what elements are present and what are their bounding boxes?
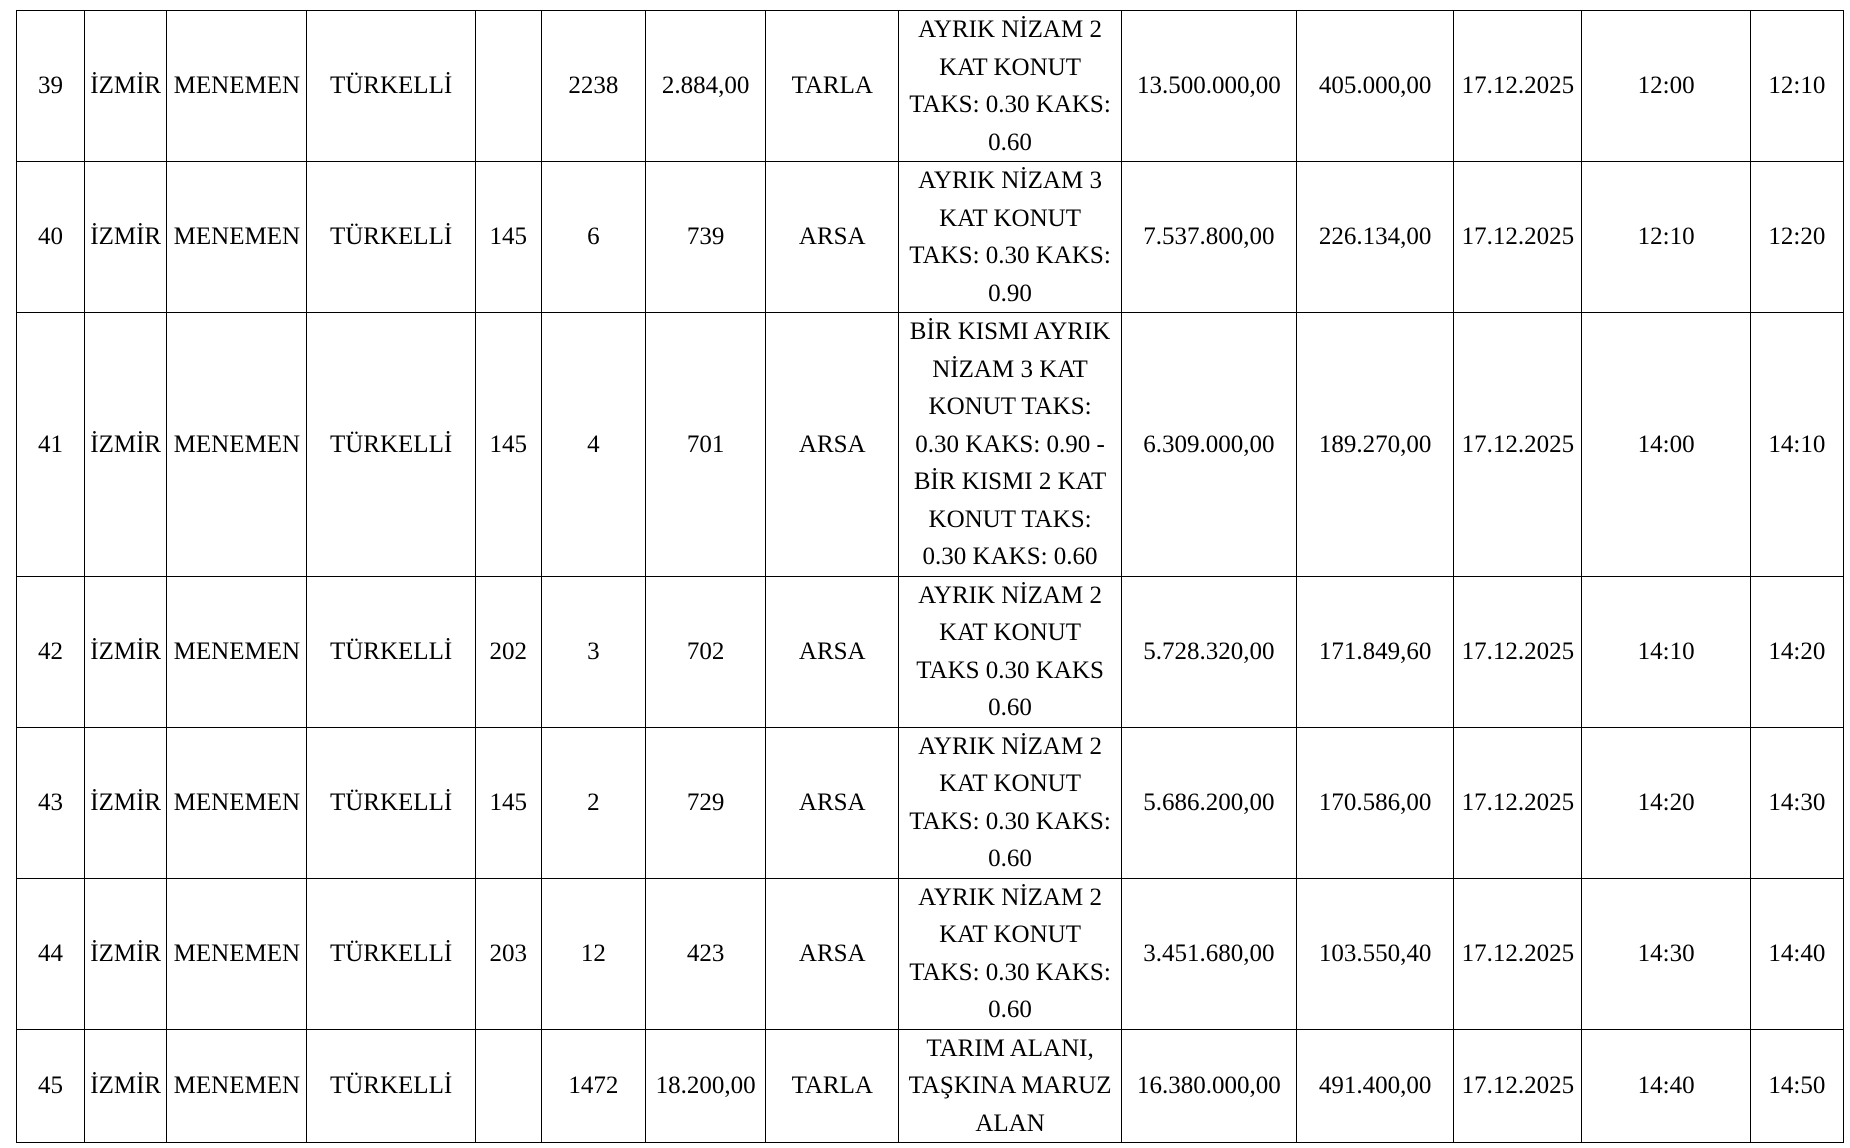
cell-il: İZMİR [85, 162, 167, 313]
cell-mahalle: TÜRKELLİ [307, 727, 475, 878]
imar-line: KAT KONUT [939, 770, 1081, 797]
cell-il: İZMİR [85, 313, 167, 577]
cell-ihale-tarihi: 17.12.2025 [1454, 576, 1582, 727]
imar-line: AYRIK NİZAM 2 [918, 16, 1102, 43]
cell-saat-bitis: 12:10 [1750, 11, 1843, 162]
cell-no: 41 [17, 313, 85, 577]
cell-ada: 202 [475, 576, 541, 727]
cell-ilce: MENEMEN [167, 576, 307, 727]
auction-table [16, 10, 1844, 1143]
cell-imar-durumu [899, 727, 1121, 878]
cell-teminat: 103.550,40 [1297, 878, 1454, 1029]
imar-line: KAT KONUT [939, 921, 1081, 948]
cell-alan: 702 [645, 576, 765, 727]
cell-il: İZMİR [85, 727, 167, 878]
cell-parsel: 1472 [541, 1029, 645, 1143]
cell-ada: 145 [475, 162, 541, 313]
cell-parsel: 6 [541, 162, 645, 313]
imar-line: KONUT TAKS: [928, 393, 1092, 420]
cell-mahalle: TÜRKELLİ [307, 878, 475, 1029]
cell-ihale-tarihi: 17.12.2025 [1454, 878, 1582, 1029]
cell-saat-baslangic: 12:10 [1582, 162, 1750, 313]
imar-line: NİZAM 3 KAT [932, 355, 1088, 383]
cell-mahalle: TÜRKELLİ [307, 313, 475, 577]
imar-line: TAKS: 0.30 KAKS: [909, 242, 1111, 269]
imar-line: AYRIK NİZAM 2 [918, 581, 1102, 609]
cell-teminat: 491.400,00 [1297, 1029, 1454, 1143]
cell-teminat: 170.586,00 [1297, 727, 1454, 878]
cell-parsel: 2 [541, 727, 645, 878]
cell-muhammen-bedel: 16.380.000,00 [1121, 1029, 1296, 1143]
cell-ihale-tarihi: 17.12.2025 [1454, 11, 1582, 162]
cell-saat-bitis: 14:10 [1750, 313, 1843, 577]
table-row [17, 878, 1844, 1029]
cell-saat-baslangic: 12:00 [1582, 11, 1750, 162]
cell-nitelik: ARSA [766, 878, 899, 1029]
cell-ada: 145 [475, 313, 541, 577]
table-row [17, 162, 1844, 313]
imar-line: KAT KONUT [939, 619, 1081, 646]
cell-nitelik: ARSA [766, 313, 899, 577]
cell-imar-durumu [899, 1029, 1121, 1143]
cell-ilce: MENEMEN [167, 727, 307, 878]
cell-nitelik: ARSA [766, 162, 899, 313]
cell-alan: 739 [645, 162, 765, 313]
imar-line: KAT KONUT [939, 204, 1081, 232]
imar-line: AYRIK NİZAM 2 [918, 732, 1102, 760]
cell-mahalle: TÜRKELLİ [307, 1029, 475, 1143]
cell-alan: 423 [645, 878, 765, 1029]
cell-ilce: MENEMEN [167, 11, 307, 162]
table-row [17, 727, 1844, 878]
cell-il: İZMİR [85, 1029, 167, 1143]
imar-line: KAT KONUT [939, 53, 1081, 81]
cell-imar-durumu [899, 576, 1121, 727]
cell-saat-bitis: 14:50 [1750, 1029, 1843, 1143]
imar-line: KONUT TAKS: [928, 505, 1092, 533]
imar-line: 0.90 [988, 279, 1032, 307]
cell-alan: 729 [645, 727, 765, 878]
cell-saat-baslangic: 14:10 [1582, 576, 1750, 727]
cell-ihale-tarihi: 17.12.2025 [1454, 313, 1582, 577]
cell-imar-durumu [899, 878, 1121, 1029]
imar-line: BİR KISMI AYRIK [909, 318, 1111, 345]
cell-parsel: 3 [541, 576, 645, 727]
cell-teminat: 226.134,00 [1297, 162, 1454, 313]
cell-muhammen-bedel: 5.728.320,00 [1121, 576, 1296, 727]
cell-no: 45 [17, 1029, 85, 1143]
cell-muhammen-bedel: 13.500.000,00 [1121, 11, 1296, 162]
cell-saat-bitis: 14:40 [1750, 878, 1843, 1029]
imar-line: AYRIK NİZAM 2 [918, 883, 1102, 911]
cell-ada [475, 11, 541, 162]
imar-line: 0.30 KAKS: 0.60 [922, 543, 1098, 570]
cell-ihale-tarihi: 17.12.2025 [1454, 1029, 1582, 1143]
imar-line: 0.30 KAKS: 0.90 - [915, 430, 1105, 458]
table-row [17, 313, 1844, 577]
cell-mahalle: TÜRKELLİ [307, 576, 475, 727]
cell-imar-durumu [899, 11, 1121, 162]
imar-line: TAŞKINA MARUZ [908, 1072, 1112, 1099]
imar-line: 0.60 [988, 996, 1032, 1023]
cell-saat-bitis: 12:20 [1750, 162, 1843, 313]
cell-parsel: 2238 [541, 11, 645, 162]
cell-teminat: 405.000,00 [1297, 11, 1454, 162]
cell-parsel: 4 [541, 313, 645, 577]
cell-alan: 18.200,00 [645, 1029, 765, 1143]
cell-saat-bitis: 14:20 [1750, 576, 1843, 727]
cell-saat-bitis: 14:30 [1750, 727, 1843, 878]
imar-line: BİR KISMI 2 KAT [913, 468, 1107, 495]
cell-alan: 701 [645, 313, 765, 577]
cell-il: İZMİR [85, 878, 167, 1029]
cell-ilce: MENEMEN [167, 878, 307, 1029]
cell-saat-baslangic: 14:40 [1582, 1029, 1750, 1143]
cell-nitelik: ARSA [766, 727, 899, 878]
cell-il: İZMİR [85, 11, 167, 162]
cell-no: 39 [17, 11, 85, 162]
table-row [17, 1029, 1844, 1143]
cell-no: 43 [17, 727, 85, 878]
cell-mahalle: TÜRKELLİ [307, 11, 475, 162]
cell-muhammen-bedel: 5.686.200,00 [1121, 727, 1296, 878]
cell-no: 42 [17, 576, 85, 727]
imar-line: 0.60 [988, 694, 1032, 721]
cell-mahalle: TÜRKELLİ [307, 162, 475, 313]
imar-line: 0.60 [988, 845, 1032, 872]
imar-line: 0.60 [988, 128, 1032, 156]
imar-line: TAKS: 0.30 KAKS: [909, 958, 1111, 986]
cell-muhammen-bedel: 3.451.680,00 [1121, 878, 1296, 1029]
cell-teminat: 171.849,60 [1297, 576, 1454, 727]
cell-teminat: 189.270,00 [1297, 313, 1454, 577]
cell-alan: 2.884,00 [645, 11, 765, 162]
table-row [17, 11, 1844, 162]
cell-parsel: 12 [541, 878, 645, 1029]
cell-ilce: MENEMEN [167, 313, 307, 577]
cell-ihale-tarihi: 17.12.2025 [1454, 727, 1582, 878]
cell-ihale-tarihi: 17.12.2025 [1454, 162, 1582, 313]
imar-line: AYRIK NİZAM 3 [918, 167, 1102, 194]
cell-no: 44 [17, 878, 85, 1029]
imar-line: TAKS: 0.30 KAKS: [909, 807, 1111, 835]
cell-saat-baslangic: 14:30 [1582, 878, 1750, 1029]
cell-muhammen-bedel: 7.537.800,00 [1121, 162, 1296, 313]
imar-line: TAKS: 0.30 KAKS: [909, 91, 1111, 118]
table-row [17, 576, 1844, 727]
cell-saat-baslangic: 14:00 [1582, 313, 1750, 577]
cell-il: İZMİR [85, 576, 167, 727]
cell-saat-baslangic: 14:20 [1582, 727, 1750, 878]
imar-line: TARIM ALANI, [926, 1034, 1094, 1062]
cell-ada [475, 1029, 541, 1143]
cell-ilce: MENEMEN [167, 162, 307, 313]
cell-imar-durumu [899, 313, 1121, 577]
auction-table-container [16, 10, 1844, 1143]
imar-line: ALAN [975, 1109, 1045, 1137]
cell-muhammen-bedel: 6.309.000,00 [1121, 313, 1296, 577]
cell-nitelik: TARLA [766, 11, 899, 162]
cell-nitelik: ARSA [766, 576, 899, 727]
cell-imar-durumu [899, 162, 1121, 313]
cell-nitelik: TARLA [766, 1029, 899, 1143]
cell-no: 40 [17, 162, 85, 313]
cell-ada: 203 [475, 878, 541, 1029]
cell-ilce: MENEMEN [167, 1029, 307, 1143]
imar-line: TAKS 0.30 KAKS [916, 656, 1104, 684]
cell-ada: 145 [475, 727, 541, 878]
